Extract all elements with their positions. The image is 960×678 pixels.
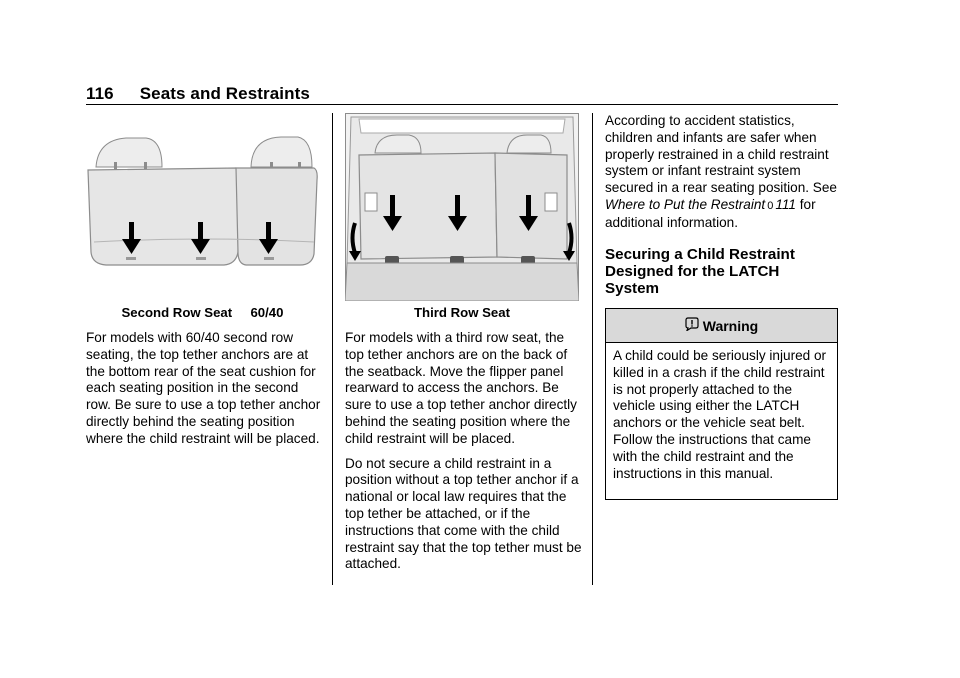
warning-body: A child could be seriously injured or killed in a crash if the child restraint is not properly attached to the vehicle using either the LATCH anchors or the vehicle seat belt. Follow the instructions that came with the child restraint and the instructions in this manual. (613, 348, 827, 481)
intro-text: According to accident statistics, children and infants are safer when properly restrained in a child restraint system or infant restraint system secured in a rear seating position. See (605, 113, 837, 196)
warning-box (605, 308, 838, 500)
column-divider-left (332, 113, 333, 585)
intro-tail: for additional information. (605, 196, 816, 230)
second-row-figure-caption: Second Row Seat 60/40 (121, 305, 284, 320)
header-rule (86, 104, 838, 105)
column-divider-right (592, 113, 593, 585)
warning-header (606, 309, 837, 343)
xref-title-link[interactable]: Where to Put the Restraint (605, 196, 766, 212)
middle-column-text (345, 330, 585, 581)
third-row-paragraph: For models with a third row seat, the top tether anchors are on the back of the seatback. Move the flipper panel rearward to access the anchors. Be sure to use a top tether anchor directly behind the seating position where the child restraint will be placed. (345, 330, 577, 446)
top-tether-law-paragraph: Do not secure a child restraint in a position without a top tether anchor if a national or local law requires that the top tether be attached, or if the instructions that come with the child restraint say that the top tether must be attached. (345, 455, 582, 572)
left-column-text (86, 330, 322, 456)
third-row-seat-illustration (345, 113, 579, 301)
warning-title: Warning (702, 317, 759, 334)
right-column-intro (605, 113, 837, 240)
page-header (86, 84, 310, 104)
page-reference-icon: 0 (767, 199, 774, 212)
page-number: 116 (86, 84, 114, 103)
second-row-seat-illustration (86, 132, 319, 272)
latch-section-heading: Securing a Child Restraint Designed for the LATCH System (605, 246, 795, 297)
third-row-figure-caption: Third Row Seat (414, 305, 510, 320)
section-title: Seats and Restraints (139, 84, 310, 103)
xref-page-link[interactable]: 111 (775, 196, 796, 212)
warning-icon (685, 317, 699, 334)
second-row-paragraph: For models with 60/40 second row seating, the top tether anchors are at the bottom rear of the seat cushion for each seating position in the second row. Be sure to use a top tether anchor directly behind the seating position where the child restraint will be placed. (86, 330, 321, 446)
